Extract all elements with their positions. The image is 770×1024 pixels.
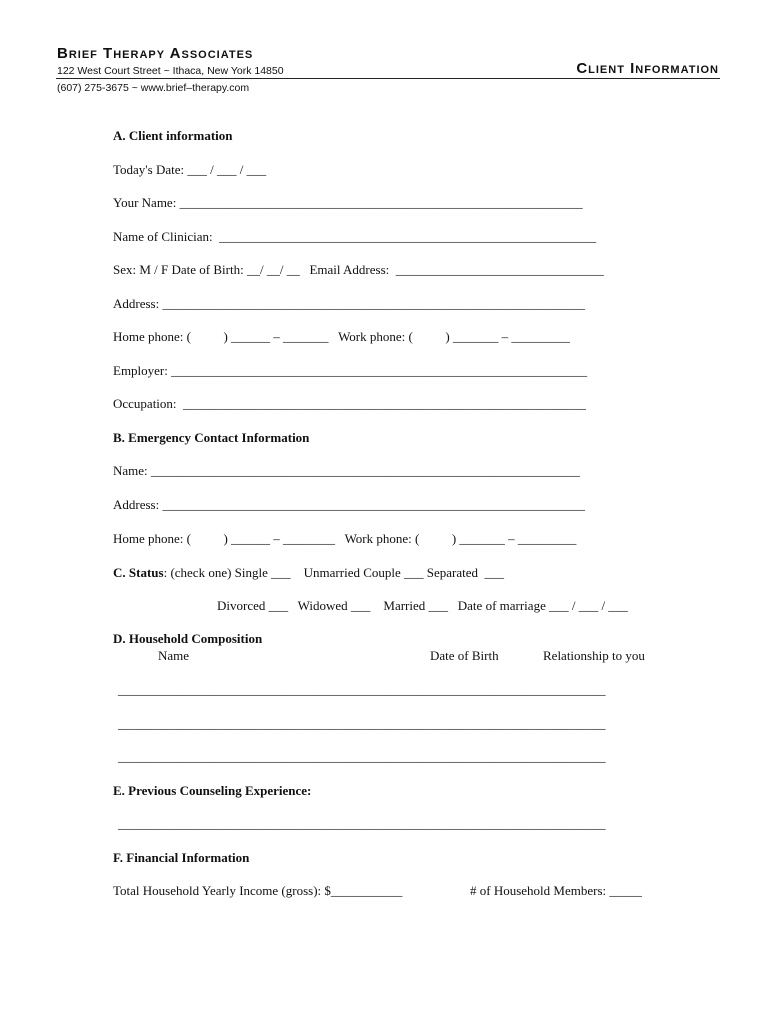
section-a-heading: A. Client information: [113, 128, 233, 143]
company-name: Brief Therapy Associates: [57, 45, 254, 62]
form-title: Client Information: [576, 60, 719, 77]
status-line[interactable]: [113, 565, 504, 581]
section-b-heading: B. Emergency Contact Information: [113, 430, 310, 445]
col-name: Name: [158, 648, 190, 663]
address-field[interactable]: Address: _________________________________________________________________: [113, 296, 585, 311]
emergency-phones-field[interactable]: Home phone: ( ) ______ – ________ Work phone: ( ) _______ – _________: [113, 531, 577, 546]
section-f-heading: F. Financial Information: [113, 850, 250, 865]
section-e-heading: E. Previous Counseling Experience:: [113, 783, 312, 798]
household-members-field[interactable]: # of Household Members: _____: [470, 883, 642, 898]
household-row[interactable]: ___________________________________________________________________________: [118, 682, 606, 697]
counseling-field[interactable]: ___________________________________________________________________________: [118, 816, 606, 831]
header-divider: [56, 78, 720, 79]
income-field[interactable]: Total Household Yearly Income (gross): $___________: [113, 883, 403, 898]
col-date-of-birth: Date of Birth: [430, 648, 499, 663]
clinician-field[interactable]: Name of Clinician: __________________________________________________________: [113, 229, 597, 244]
company-address: 122 West Court Street ~ Ithaca, New York 14850: [57, 65, 284, 77]
employer-field[interactable]: Employer: ________________________________________________________________: [113, 363, 588, 378]
section-d-heading: D. Household Composition: [113, 631, 263, 646]
todays-date-field[interactable]: Today's Date: ___ / ___ / ___: [113, 162, 267, 177]
status-options-1[interactable]: : (check one) Single ___ Unmarried Couple ___ Separated ___: [163, 565, 505, 580]
phones-field[interactable]: Home phone: ( ) ______ – _______ Work phone: ( ) _______ – _________: [113, 329, 570, 344]
your-name-field[interactable]: Your Name: ______________________________________________________________: [113, 195, 583, 210]
sex-dob-email-field[interactable]: Sex: M / F Date of Birth: __/ __/ __ Email Address: ________________________________: [113, 262, 604, 277]
company-contact: (607) 275-3675 ~ www.brief–therapy.com: [57, 82, 250, 94]
status-options-2[interactable]: Divorced ___ Widowed ___ Married ___ Date of marriage ___ / ___ / ___: [217, 598, 628, 613]
emergency-address-field[interactable]: Address: _________________________________________________________________: [113, 497, 585, 512]
emergency-name-field[interactable]: Name: __________________________________________________________________: [113, 463, 580, 478]
section-c-heading: C. Status: [113, 565, 164, 580]
household-row[interactable]: ___________________________________________________________________________: [118, 749, 606, 764]
col-relationship: Relationship to you: [543, 648, 645, 663]
household-row[interactable]: ___________________________________________________________________________: [118, 716, 606, 731]
occupation-field[interactable]: Occupation: ______________________________________________________________: [113, 396, 587, 411]
